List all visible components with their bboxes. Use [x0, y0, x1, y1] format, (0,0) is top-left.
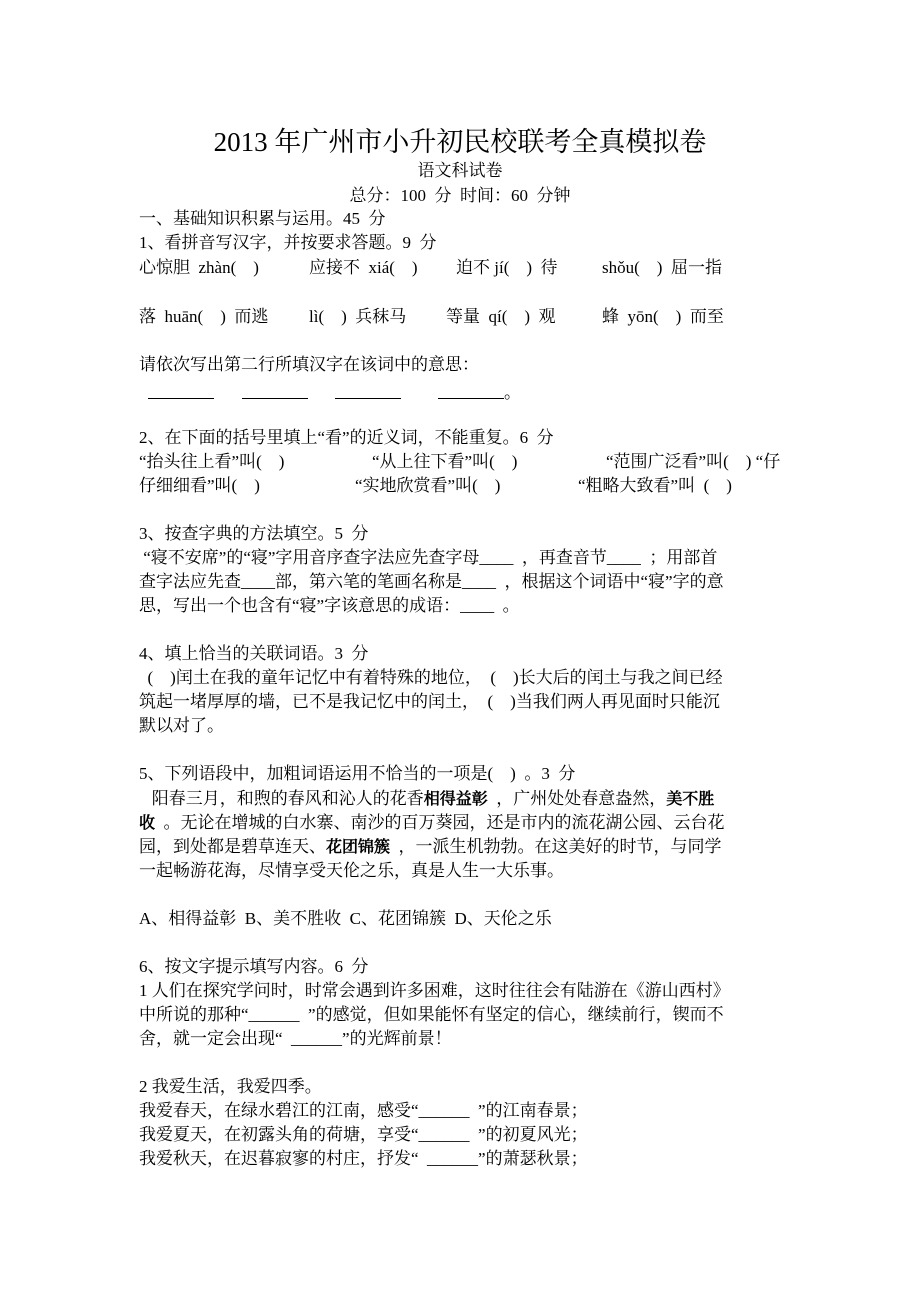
q2-item: “粗略大致看”叫 ( ): [578, 476, 732, 495]
q5-options: A、相得益彰 B、美不胜收 C、花团锦簇 D、天伦之乐: [139, 909, 552, 928]
q4-line: 筑起一堵厚厚的墙，已不是我记忆中的闰土， ( )当我们两人再见面时只能沉: [139, 692, 720, 711]
pinyin-item: 心惊胆 zhàn( ): [139, 258, 259, 277]
q2-item: “实地欣赏看”叫( ): [355, 476, 501, 495]
pinyin-item: 迫不 jí( ) 待: [456, 258, 558, 277]
pinyin-item: shǒu( ) 屈一指: [602, 258, 722, 277]
bold-phrase: 美不胜: [666, 789, 715, 808]
q3-line: “寝不安席”的“寝”字用音序查字法应先查字母____ ，再查音节____ ；用部首: [139, 548, 718, 567]
bold-phrase: 收: [139, 813, 156, 832]
q6-line: 1 人们在探究学问时，时常会遇到许多困难，这时往往会有陆游在《游山西村》: [139, 981, 730, 1000]
text: 园，到处都是碧草连天、: [139, 837, 326, 856]
pinyin-item: 蜂 yōn( ) 而至: [602, 307, 724, 326]
text: ，一派生机勃勃。在这美好的时节，与同学: [390, 837, 722, 856]
q5-line: 一起畅游花海，尽情享受天伦之乐，真是人生一大乐事。: [139, 861, 564, 880]
bold-phrase: 花团锦簇: [326, 837, 391, 856]
answer-blank[interactable]: [242, 398, 308, 399]
bold-phrase: 相得益彰: [423, 789, 488, 808]
q6-line: 2 我爱生活，我爱四季。: [139, 1077, 322, 1096]
q2-item: “范围广泛看”叫( ) “仔: [606, 452, 781, 471]
q6-line: 中所说的那种“______ ”的感觉，但如果能怀有坚定的信心，继续前行，锲而不: [139, 1005, 724, 1024]
q3-line: 思，写出一个也含有“寝”字该意思的成语：____ 。: [139, 596, 520, 615]
q6-line: 我爱夏天，在初露头角的荷塘，享受“______ ”的初夏风光；: [139, 1125, 588, 1144]
q6-heading: 6、按文字提示填写内容。6 分: [139, 957, 369, 976]
q1-prompt: 请依次写出第二行所填汉字在该词中的意思：: [139, 355, 479, 374]
q5-line: [139, 788, 714, 810]
q2-item: 仔细细看”叫( ): [139, 476, 260, 495]
exam-meta: 总分：100 分 时间：60 分钟: [349, 186, 571, 205]
text: 。无论在增城的白水寨、南沙的百万葵园，还是市内的流花湖公园、云台花: [155, 813, 725, 832]
answer-blank[interactable]: [438, 398, 504, 399]
q4-heading: 4、填上恰当的关联词语。3 分: [139, 644, 369, 663]
q6-line: 舍，就一定会出现“ ______”的光辉前景！: [139, 1029, 452, 1048]
period: 。: [504, 383, 521, 402]
pinyin-item: 等量 qí( ) 观: [446, 307, 556, 326]
answer-blank[interactable]: [335, 398, 401, 399]
q3-line: 查字法应先查____部，第六笔的笔画名称是____ ，根据这个词语中“寝”字的意: [139, 572, 724, 591]
q4-line: 默以对了。: [139, 716, 224, 735]
answer-blank[interactable]: [148, 398, 214, 399]
q1-heading: 1、看拼音写汉字，并按要求答题。9 分: [139, 233, 437, 252]
section-heading: 一、基础知识积累与运用。45 分: [139, 209, 386, 228]
q5-line: [139, 812, 725, 834]
exam-title: 2013 年广州市小升初民校联考全真模拟卷: [213, 127, 707, 157]
q6-line: 我爱秋天，在迟暮寂寥的村庄，抒发“ ______”的萧瑟秋景；: [139, 1149, 588, 1168]
subtitle: 语文科试卷: [417, 161, 503, 180]
q4-line: ( )闰土在我的童年记忆中有着特殊的地位， ( )长大后的闰土与我之间已经: [139, 668, 723, 687]
q2-heading: 2、在下面的括号里填上“看”的近义词，不能重复。6 分: [139, 428, 554, 447]
text: ，广州处处春意盎然，: [487, 789, 667, 808]
text: 阳春三月，和煦的春风和沁人的花香: [139, 789, 424, 808]
pinyin-item: lì( ) 兵秣马: [309, 307, 407, 326]
q3-heading: 3、按查字典的方法填空。5 分: [139, 524, 369, 543]
q2-item: “抬头往上看”叫( ): [139, 452, 285, 471]
pinyin-item: 落 huān( ) 而逃: [139, 307, 269, 326]
pinyin-item: 应接不 xiá( ): [309, 258, 418, 277]
q5-heading: 5、下列语段中，加粗词语运用不恰当的一项是( ) 。3 分: [139, 764, 576, 783]
q5-line: [139, 836, 722, 858]
q6-line: 我爱春天，在绿水碧江的江南，感受“______ ”的江南春景；: [139, 1101, 588, 1120]
q2-item: “从上往下看”叫( ): [372, 452, 518, 471]
